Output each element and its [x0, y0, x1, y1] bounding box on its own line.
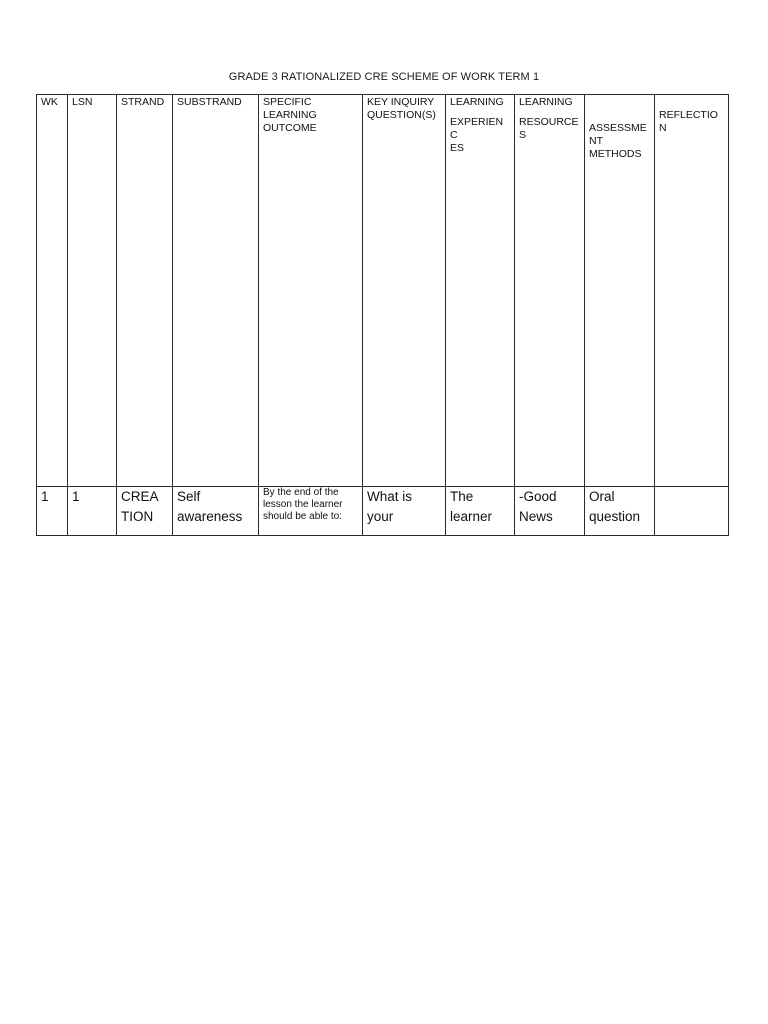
cell-experience-line: The	[450, 489, 474, 504]
header-le-line: EXPERIENC	[450, 116, 504, 141]
header-strand-label: STRAND	[121, 96, 165, 108]
cell-outcome-text: By the end of the lesson the learner should be able to:	[263, 487, 343, 522]
header-wk-label: WK	[41, 96, 58, 108]
header-refl-line: N	[659, 122, 667, 134]
cell-assessment-line: Oral	[589, 489, 615, 504]
cell-key-inquiry-question	[363, 487, 446, 536]
header-substrand-label: SUBSTRAND	[177, 96, 242, 108]
header-strand	[117, 95, 173, 487]
header-kiq-line: QUESTION(S)	[367, 109, 436, 121]
cell-inquiry-line: What is	[367, 489, 413, 504]
header-am-line: NT	[589, 135, 603, 147]
cell-lsn	[68, 487, 117, 536]
cell-substrand-line: awareness	[177, 509, 243, 524]
cell-reflection	[655, 487, 729, 536]
header-reflection	[655, 95, 729, 487]
cell-strand	[117, 487, 173, 536]
header-learning-experiences	[446, 95, 515, 487]
cell-assessment-methods	[585, 487, 655, 536]
cell-resources-line: News	[519, 509, 553, 524]
cell-strand-line: TION	[121, 509, 154, 524]
header-specific-learning-outcome	[259, 95, 363, 487]
cell-lsn-value: 1	[72, 489, 80, 504]
header-refl-line: REFLECTIO	[659, 109, 718, 121]
header-le-line: LEARNING	[450, 96, 504, 108]
cell-learning-experiences	[446, 487, 515, 536]
cell-wk	[37, 487, 68, 536]
header-lr-line: S	[519, 129, 527, 141]
cell-experience-line: learner	[450, 509, 493, 524]
header-slo-line: SPECIFIC	[263, 96, 312, 108]
cell-resources-line: -Good	[519, 489, 557, 504]
cell-strand-line: CREA	[121, 489, 159, 504]
header-slo-line: LEARNING	[263, 109, 317, 121]
cell-wk-value: 1	[41, 489, 49, 504]
header-am-line: ASSESSME	[589, 122, 647, 134]
header-substrand	[173, 95, 259, 487]
table-row	[37, 487, 729, 536]
header-lr-line: LEARNING	[519, 96, 573, 108]
header-lsn-label: LSN	[72, 96, 93, 108]
scheme-of-work-table	[36, 94, 729, 536]
header-key-inquiry-questions	[363, 95, 446, 487]
header-lsn	[68, 95, 117, 487]
table-header-row	[37, 95, 729, 487]
cell-inquiry-line: your	[367, 509, 394, 524]
cell-learning-resources	[515, 487, 585, 536]
document-title: GRADE 3 RATIONALIZED CRE SCHEME OF WORK TERM 1	[228, 71, 540, 83]
cell-substrand	[173, 487, 259, 536]
header-assessment-methods	[585, 95, 655, 487]
header-wk	[37, 95, 68, 487]
header-slo-line: OUTCOME	[263, 122, 317, 134]
header-am-line: METHODS	[589, 148, 642, 160]
header-kiq-line: KEY INQUIRY	[367, 96, 435, 108]
cell-assessment-line: question	[589, 509, 641, 524]
cell-specific-learning-outcome	[259, 487, 363, 536]
header-lr-line: RESOURCE	[519, 116, 579, 128]
cell-substrand-line: Self	[177, 489, 201, 504]
header-learning-resources	[515, 95, 585, 487]
header-le-line: ES	[450, 142, 465, 154]
